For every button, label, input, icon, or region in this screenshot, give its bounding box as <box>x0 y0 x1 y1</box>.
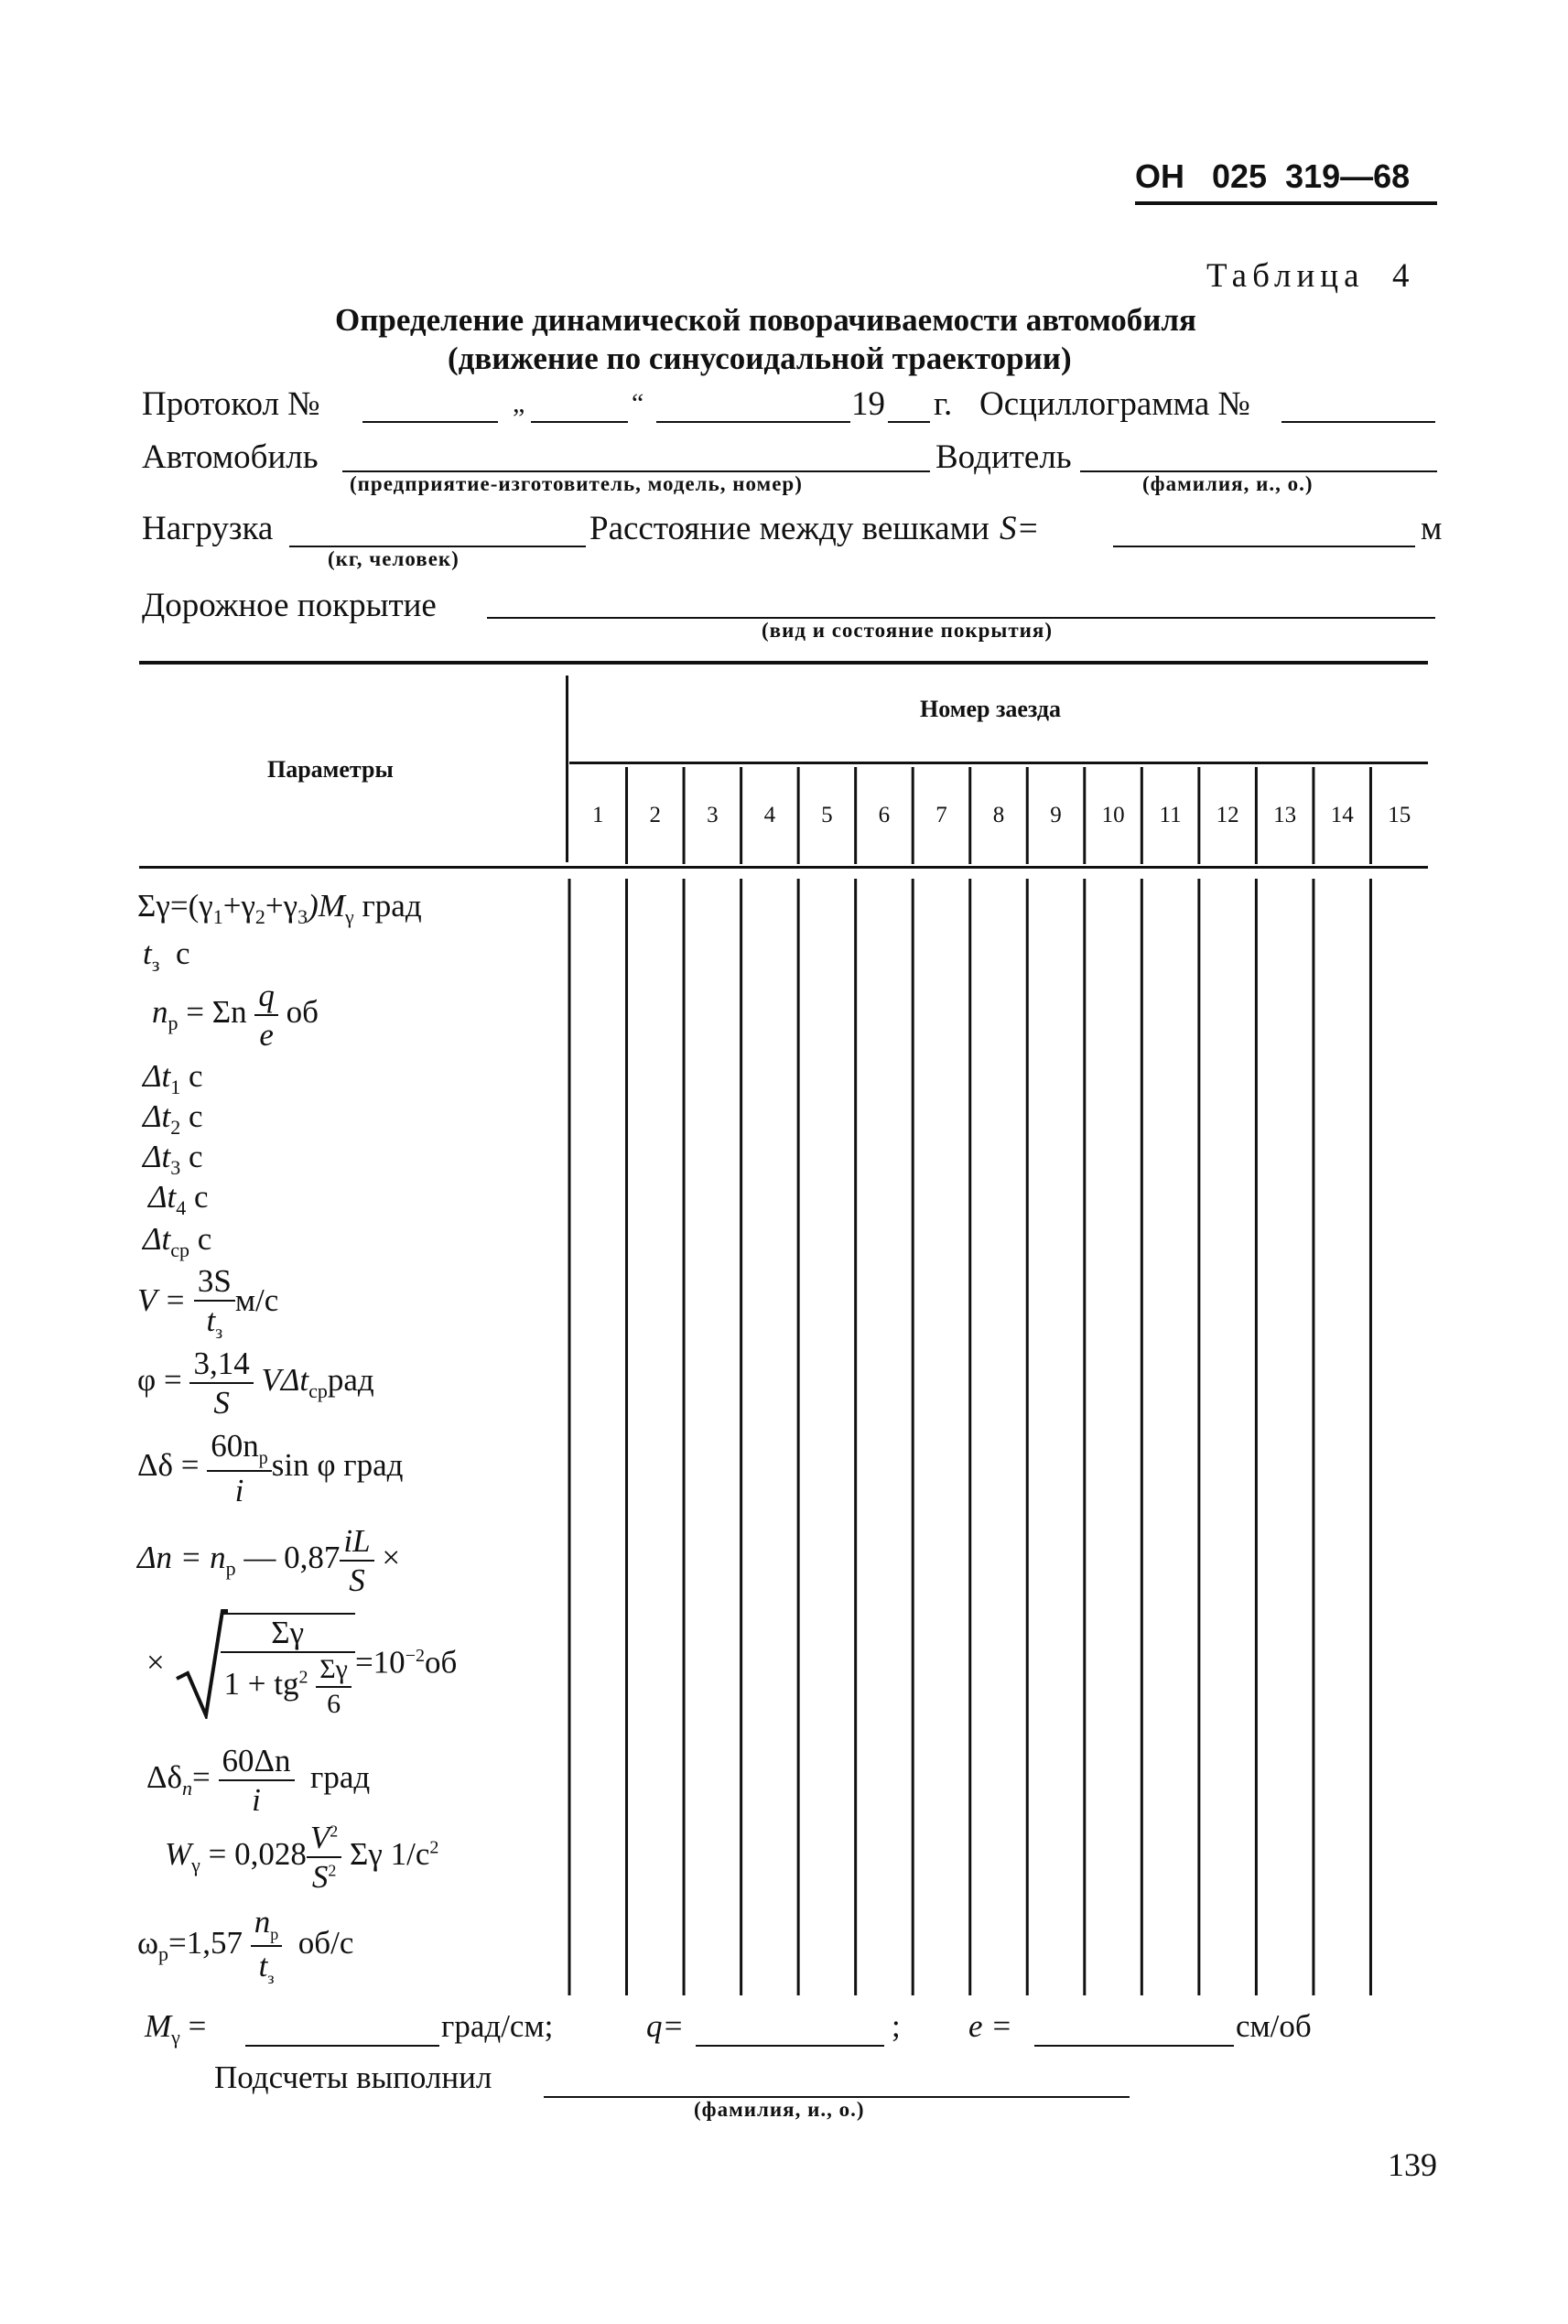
param-delta-delta: Δδ = $\frac{60n_р}{i}$ sin φ град <box>137 1428 404 1508</box>
param-delta-n-cont: × Σγ $1 + tg^2$ $\frac{\Sigma\gamma}{6}$ $=10^{-2}об$ <box>146 1613 457 1718</box>
distance-label: Расстояние между вешками <box>589 510 989 547</box>
param-sum-gamma: $\Sigma\gamma=(\gamma_1+\gamma_2+\gamma_3)M_\gamma$ град <box>137 888 422 928</box>
params-header: Параметры <box>267 756 394 783</box>
date-year-field[interactable] <box>888 421 930 423</box>
run-number-11: 11 <box>1159 803 1182 827</box>
e-unit: см/об <box>1236 2008 1312 2044</box>
distance-unit: м <box>1421 510 1443 547</box>
param-velocity: V = $\frac{3S}{t_з}$ м/с <box>137 1263 279 1343</box>
run-number-3: 3 <box>707 803 719 827</box>
q-label: q= <box>646 2008 685 2044</box>
param-omega: $\omega_р=1,57$ $\frac{n_р}{t_з}$ об/с <box>137 1904 354 1987</box>
table-header-bottom-rule <box>139 866 1428 869</box>
road-label: Дорожное покрытие <box>142 587 437 624</box>
date-month-field[interactable] <box>656 421 850 423</box>
signed-label: Подсчеты выполнил <box>214 2059 492 2095</box>
driver-hint: (фамилия, и., о.) <box>1142 472 1314 495</box>
distance-field[interactable] <box>1113 546 1415 547</box>
run-number-7: 7 <box>935 803 947 827</box>
document-code: ОН 025 319—68 <box>1135 157 1411 195</box>
param-np: $n_р = \Sigma n$ $\frac{q}{e}$ об <box>152 978 319 1053</box>
e-field[interactable] <box>1034 2045 1234 2047</box>
run-number-8: 8 <box>992 803 1005 827</box>
param-t3: $t_з$ с <box>143 935 190 976</box>
q-field[interactable] <box>696 2045 884 2047</box>
run-number-14: 14 <box>1330 803 1354 827</box>
run-number-5: 5 <box>821 803 833 827</box>
param-delta-delta-n: $\Delta\delta_n=$ $\frac{60\Delta n}{i}$ град <box>146 1743 371 1818</box>
runs-header-rule <box>569 762 1428 764</box>
car-label: Автомобиль <box>142 438 319 476</box>
date-quote-open: „ <box>513 388 525 418</box>
oscillogram-label: Осциллограмма № <box>979 385 1250 423</box>
protocol-label: Протокол № <box>142 385 320 423</box>
param-w-gamma: $W_\gamma = 0,028$ $\frac{V^2}{S^2}$ Σγ $1/с^2$ <box>165 1820 439 1895</box>
signed-hint: (фамилия, и., о.) <box>694 2098 865 2121</box>
date-quote-close: “ <box>632 388 644 418</box>
run-number-12: 12 <box>1216 803 1239 827</box>
runs-header: Номер заезда <box>920 696 1062 722</box>
e-label: e = <box>968 2008 1012 2044</box>
q-semicolon: ; <box>892 2008 901 2044</box>
param-dt4: $\Delta t_4$ с <box>148 1179 209 1219</box>
header-rule <box>1135 201 1437 205</box>
distance-symbol: S= <box>1000 510 1040 547</box>
run-number-15: 15 <box>1388 803 1411 827</box>
car-hint: (предприятие-изготовитель, модель, номер) <box>350 472 803 495</box>
m-gamma-unit: град/см; <box>441 2008 554 2044</box>
table-title-line2: (движение по синусоидальной траектории) <box>448 340 1072 376</box>
load-label: Нагрузка <box>142 510 274 547</box>
table-top-rule <box>139 661 1428 665</box>
param-dt1: $\Delta t_1$ с <box>143 1058 203 1098</box>
run-number-9: 9 <box>1050 803 1062 827</box>
driver-label: Водитель <box>935 438 1072 476</box>
run-number-2: 2 <box>649 803 662 827</box>
table-title-line1: Определение динамической поворачиваемости автомобиля <box>335 302 1196 338</box>
params-column-divider <box>566 676 568 862</box>
run-number-13: 13 <box>1273 803 1297 827</box>
road-hint: (вид и состояние покрытия) <box>762 619 1054 642</box>
year-suffix: г. <box>934 385 953 423</box>
param-dtcp: $\Delta t_{ср}$ с <box>143 1221 212 1261</box>
param-dt3: $\Delta t_3$ с <box>143 1139 203 1179</box>
table-label: Таблица 4 <box>1206 257 1415 295</box>
protocol-number-field[interactable] <box>362 421 498 423</box>
page-number: 139 <box>1388 2146 1437 2183</box>
param-dt2: $\Delta t_2$ с <box>143 1098 203 1139</box>
oscillogram-number-field[interactable] <box>1281 421 1435 423</box>
m-gamma-field[interactable] <box>245 2045 439 2047</box>
year-prefix: 19 <box>851 385 885 423</box>
run-number-1: 1 <box>592 803 604 827</box>
param-phi: φ = $\frac{3,14}{S}$ VΔt$_{ср}$рад <box>137 1346 374 1421</box>
run-number-10: 10 <box>1101 803 1125 827</box>
load-hint: (кг, человек) <box>328 547 460 570</box>
date-day-field[interactable] <box>531 421 628 423</box>
run-number-4: 4 <box>763 803 776 827</box>
run-number-6: 6 <box>878 803 891 827</box>
param-delta-n: $\Delta n = n_р$ — 0,87 $\frac{iL}{S}$ × <box>137 1523 401 1598</box>
footer-m-gamma: $M_\gamma$ = <box>145 2008 207 2048</box>
